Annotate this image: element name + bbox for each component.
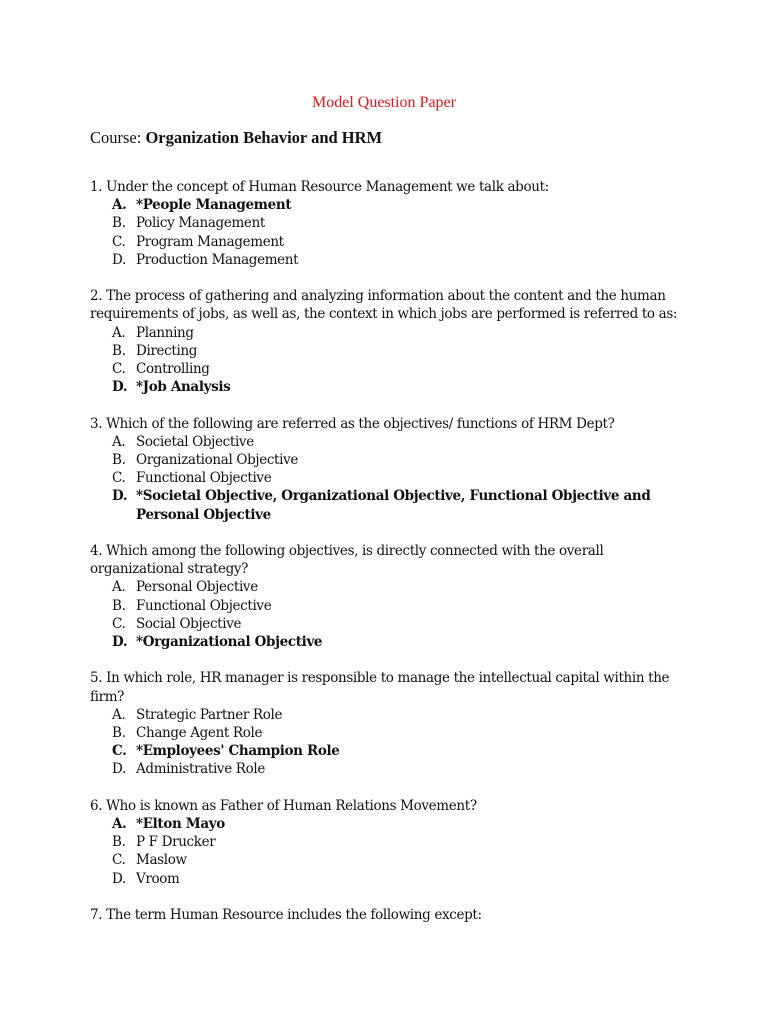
option-letter: C. (112, 743, 127, 760)
option-letter: B. (112, 452, 126, 469)
option-letter: D. (112, 379, 128, 396)
option-letter: B. (112, 725, 126, 742)
option-letter: B. (112, 834, 126, 851)
option-text: *Job Analysis (136, 379, 231, 396)
question-text: 6. Who is known as Father of Human Relations Movement? (90, 797, 477, 814)
option-letter: A. (112, 197, 127, 214)
option-text: Societal Objective (136, 433, 254, 450)
option-letter: D. (112, 761, 126, 778)
option-letter: D. (112, 251, 126, 268)
option-list (90, 815, 690, 888)
option-list (90, 578, 690, 651)
option-text: *Employees' Champion Role (136, 743, 340, 760)
answer-option (90, 233, 690, 251)
option-text: Organizational Objective (136, 452, 299, 469)
page-title: Model Question Paper (312, 94, 456, 111)
option-text: *Societal Objective, Organizational Objective, Functional Objective and Personal Objective (136, 488, 651, 523)
question-text: 4. Which among the following objectives, is directly connected with the overall organizational strategy? (90, 543, 604, 578)
answer-option (90, 451, 690, 469)
option-letter: B. (112, 215, 126, 232)
option-letter: B. (112, 342, 126, 359)
answer-option (90, 251, 690, 269)
answer-option (90, 324, 690, 342)
question-text: 7. The term Human Resource includes the following except: (90, 907, 482, 924)
option-letter: B. (112, 597, 126, 614)
option-text: Planning (136, 324, 194, 341)
answer-option (90, 724, 690, 742)
option-letter: D. (112, 488, 128, 505)
option-letter: C. (112, 852, 126, 869)
option-list (90, 196, 690, 269)
option-text: Production Management (136, 251, 299, 268)
option-text: Change Agent Role (136, 725, 263, 742)
option-list (90, 433, 690, 524)
answer-option (90, 833, 690, 851)
correct-answer-option (90, 815, 690, 833)
answer-option (90, 214, 690, 232)
question-3 (90, 415, 690, 524)
course-name: Organization Behavior and HRM (145, 128, 383, 147)
question-1 (90, 178, 690, 269)
option-letter: A. (112, 433, 126, 450)
answer-option (90, 597, 690, 615)
answer-option (90, 615, 690, 633)
option-text: *Organizational Objective (136, 634, 323, 651)
question-4 (90, 542, 690, 651)
option-letter: A. (112, 706, 126, 723)
option-letter: C. (112, 233, 126, 250)
option-text: Administrative Role (136, 761, 265, 778)
question-text: 1. Under the concept of Human Resource Management we talk about: (90, 179, 549, 195)
correct-answer-option (90, 196, 690, 214)
question-text: 2. The process of gathering and analyzing information about the content and the human requirements of jobs, as well as, the context in which jobs are performed is referred to as: (90, 288, 678, 323)
option-text: Functional Objective (136, 597, 272, 614)
option-text: Policy Management (136, 215, 265, 232)
option-text: P F Drucker (136, 834, 216, 851)
option-text: Directing (136, 342, 198, 359)
option-letter: A. (112, 324, 126, 341)
option-text: Maslow (136, 852, 187, 869)
option-list (90, 324, 690, 397)
answer-option (90, 851, 690, 869)
option-text: *People Management (136, 197, 292, 214)
question-list (90, 178, 690, 942)
option-text: Controlling (136, 361, 210, 378)
option-letter: C. (112, 361, 126, 378)
question-2 (90, 287, 690, 396)
course-line (90, 126, 382, 150)
option-text: Strategic Partner Role (136, 706, 283, 723)
option-text: Personal Objective (136, 579, 258, 596)
option-list (90, 706, 690, 779)
answer-option (90, 433, 690, 451)
correct-answer-option (90, 487, 690, 523)
answer-option (90, 360, 690, 378)
question-5 (90, 669, 690, 778)
correct-answer-option (90, 633, 690, 651)
answer-option (90, 342, 690, 360)
option-letter: C. (112, 470, 126, 487)
answer-option (90, 469, 690, 487)
option-letter: D. (112, 870, 126, 887)
option-text: Program Management (136, 233, 284, 250)
option-letter: A. (112, 816, 127, 833)
correct-answer-option (90, 378, 690, 396)
question-text: 3. Which of the following are referred as the objectives/ functions of HRM Dept? (90, 415, 615, 432)
answer-option (90, 706, 690, 724)
question-7 (90, 906, 690, 924)
question-text: 5. In which role, HR manager is responsible to manage the intellectual capital within the firm? (90, 670, 670, 705)
question-6 (90, 797, 690, 888)
option-text: Vroom (136, 870, 180, 887)
option-letter: C. (112, 615, 126, 632)
answer-option (90, 578, 690, 596)
option-text: Social Objective (136, 615, 242, 632)
option-letter: A. (112, 579, 126, 596)
answer-option (90, 870, 690, 888)
course-label: Course: (90, 128, 142, 147)
correct-answer-option (90, 742, 690, 760)
option-text: Functional Objective (136, 470, 272, 487)
option-text: *Elton Mayo (136, 816, 225, 833)
option-letter: D. (112, 634, 128, 651)
answer-option (90, 760, 690, 778)
